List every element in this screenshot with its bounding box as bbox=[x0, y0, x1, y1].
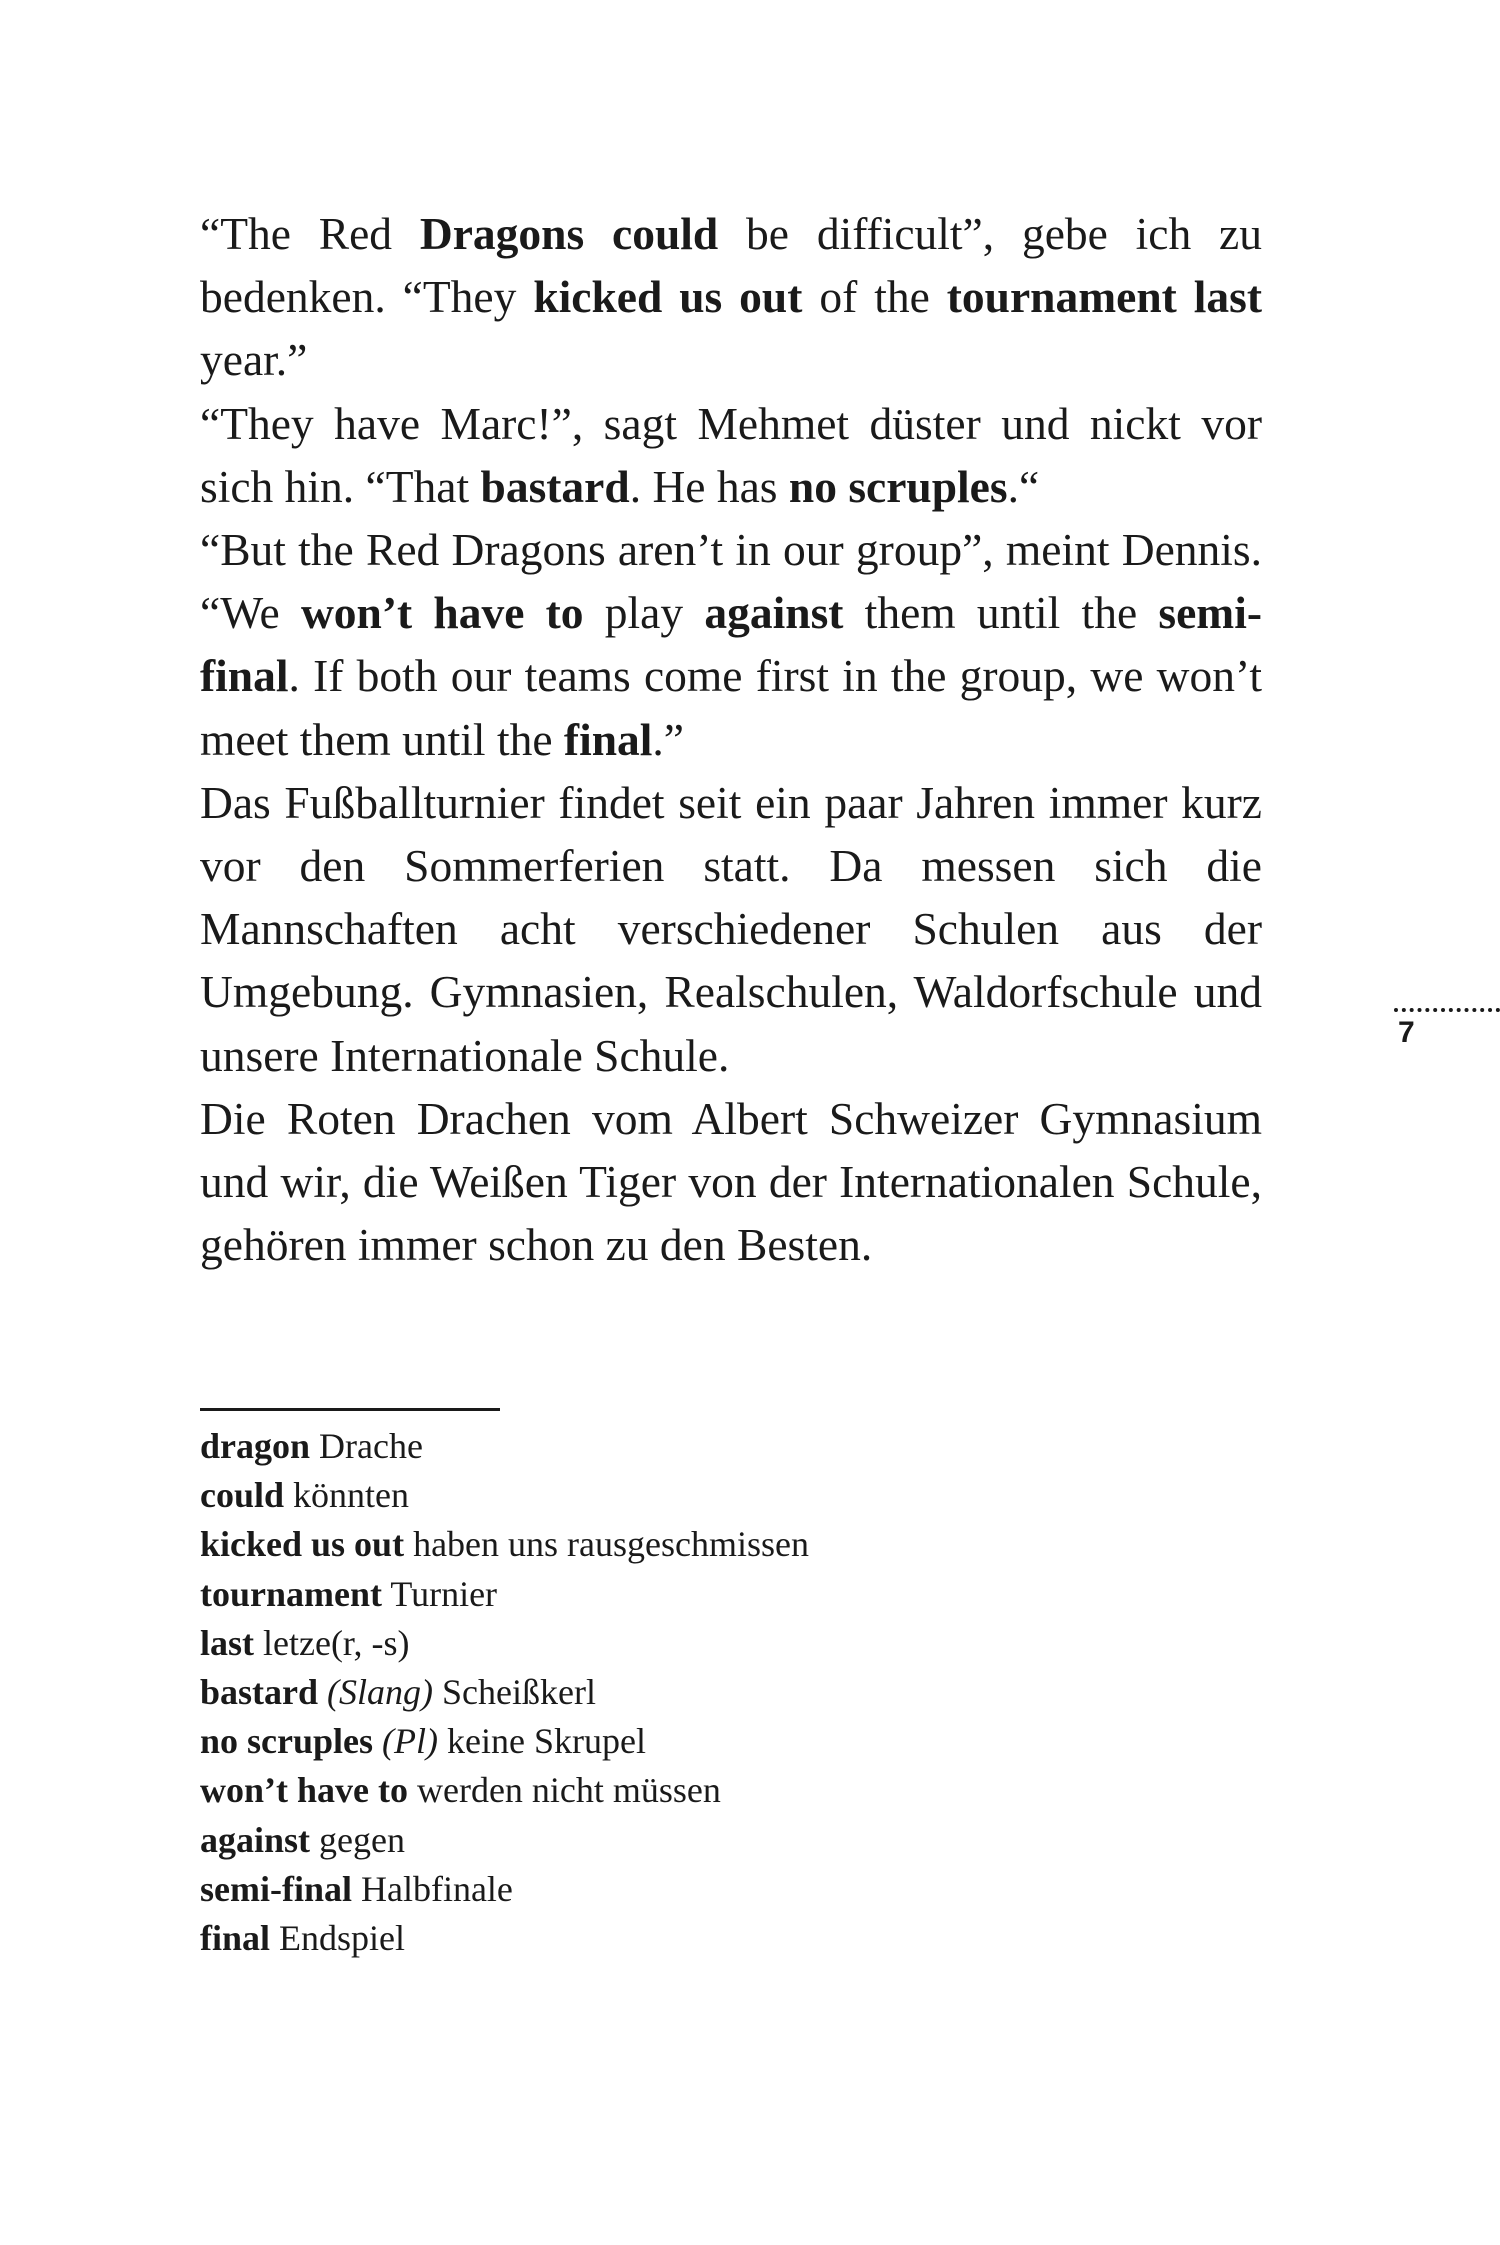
glossary-translation: haben uns rausgeschmissen bbox=[413, 1524, 809, 1565]
glossary-note: (Pl) bbox=[382, 1721, 438, 1762]
text-run: .“ bbox=[1007, 460, 1040, 512]
glossary-translation: letze(r, -s) bbox=[263, 1622, 410, 1663]
glossary-translation: keine Skrupel bbox=[447, 1721, 646, 1762]
vocabulary-term: last bbox=[1193, 271, 1262, 323]
vocabulary-term: against bbox=[704, 587, 844, 639]
text-run: .” bbox=[652, 713, 684, 765]
glossary-entry bbox=[200, 1914, 1100, 1963]
text-run: them until the bbox=[843, 587, 1159, 639]
glossary-entry bbox=[200, 1668, 1100, 1717]
body-text bbox=[200, 202, 1262, 1276]
text-run: be difficult”, gebe ich zu bedenken. “They bbox=[200, 208, 1263, 323]
paragraph bbox=[200, 518, 1262, 771]
glossary-translation: Scheißkerl bbox=[442, 1672, 596, 1713]
glossary-entry bbox=[200, 1422, 1100, 1471]
glossary-entry bbox=[200, 1471, 1100, 1520]
glossary-entry bbox=[200, 1766, 1100, 1815]
glossary-translation: gegen bbox=[319, 1819, 405, 1860]
vocabulary-term: kicked us out bbox=[533, 271, 803, 323]
glossary-translation: werden nicht müssen bbox=[416, 1770, 721, 1811]
footnote-divider bbox=[200, 1408, 500, 1411]
glossary-entry bbox=[200, 1717, 1100, 1766]
text-run bbox=[584, 208, 612, 259]
vocabulary-term: no scruples bbox=[788, 460, 1008, 512]
vocabulary-term: final bbox=[563, 713, 653, 765]
paragraph bbox=[200, 392, 1262, 518]
paragraph bbox=[200, 1087, 1262, 1277]
page-number: 7 bbox=[1398, 1016, 1415, 1049]
glossary-translation: könnten bbox=[293, 1475, 410, 1516]
text-run: “The Red bbox=[200, 208, 420, 259]
text-run: year.” bbox=[200, 334, 308, 386]
paragraph bbox=[200, 202, 1262, 392]
glossary-term: bastard bbox=[200, 1672, 319, 1713]
glossary-term: against bbox=[200, 1819, 311, 1860]
glossary-translation: Halbfinale bbox=[360, 1868, 513, 1909]
text-run: “But the Red Dragons aren’t in our group”, meint Dennis. “We bbox=[200, 524, 1262, 639]
paragraph bbox=[200, 771, 1262, 1087]
glossary-term: no scruples bbox=[200, 1721, 374, 1762]
vocabulary-term: semi-final bbox=[200, 587, 1262, 702]
glossary-term: last bbox=[200, 1622, 254, 1663]
text-run: “They have Marc!”, sagt Mehmet düster und nickt vor sich hin. “That bbox=[200, 397, 1262, 512]
vocabulary-term: Dragons bbox=[419, 208, 585, 259]
vocabulary-term: won’t have to bbox=[300, 587, 584, 639]
vocabulary-term: tournament bbox=[946, 271, 1177, 323]
glossary-term: won’t have to bbox=[200, 1770, 408, 1811]
text-run: play bbox=[583, 587, 705, 639]
text-run: Die Roten Drachen vom Albert Schweizer Gymnasium und wir, die Weißen Tiger von der Internationalen Schule, gehören immer schon zu den Besten. bbox=[200, 1092, 1262, 1271]
vocabulary-term: bastard bbox=[480, 460, 630, 512]
text-run: . If both our teams come first in the group, we won’t meet them until the bbox=[200, 650, 1262, 765]
page-marker bbox=[1388, 1008, 1500, 1048]
glossary-entry bbox=[200, 1570, 1100, 1619]
dotted-leader bbox=[1394, 1008, 1500, 1012]
text-run: of the bbox=[802, 271, 947, 323]
text-run: Das Fußballturnier findet seit ein paar Jahren immer kurz vor den Sommerferien statt. Da messen sich die Mannschaften acht verschiedener Schulen aus der Umgebung. Gymnasien, Realschulen, Waldorfschule und unsere Internationale Schule. bbox=[200, 776, 1262, 1081]
text-run: . He has bbox=[629, 460, 789, 512]
text-run bbox=[1177, 271, 1194, 322]
glossary-entry bbox=[200, 1520, 1100, 1569]
glossary-translation: Turnier bbox=[390, 1573, 498, 1614]
glossary-term: final bbox=[200, 1918, 271, 1959]
glossary-term: tournament bbox=[200, 1573, 382, 1614]
glossary-term: could bbox=[200, 1475, 285, 1516]
vocabulary-term: could bbox=[612, 208, 719, 259]
glossary-translation: Drache bbox=[319, 1426, 423, 1466]
glossary-term: dragon bbox=[200, 1426, 311, 1466]
glossary-note: (Slang) bbox=[327, 1672, 434, 1713]
glossary-entry bbox=[200, 1865, 1100, 1914]
glossary-term: kicked us out bbox=[200, 1524, 405, 1565]
glossary-entry bbox=[200, 1619, 1100, 1668]
vocabulary-glossary bbox=[200, 1422, 1100, 1963]
glossary-term: semi-final bbox=[200, 1868, 352, 1909]
glossary-entry bbox=[200, 1816, 1100, 1865]
glossary-translation: Endspiel bbox=[279, 1918, 405, 1959]
